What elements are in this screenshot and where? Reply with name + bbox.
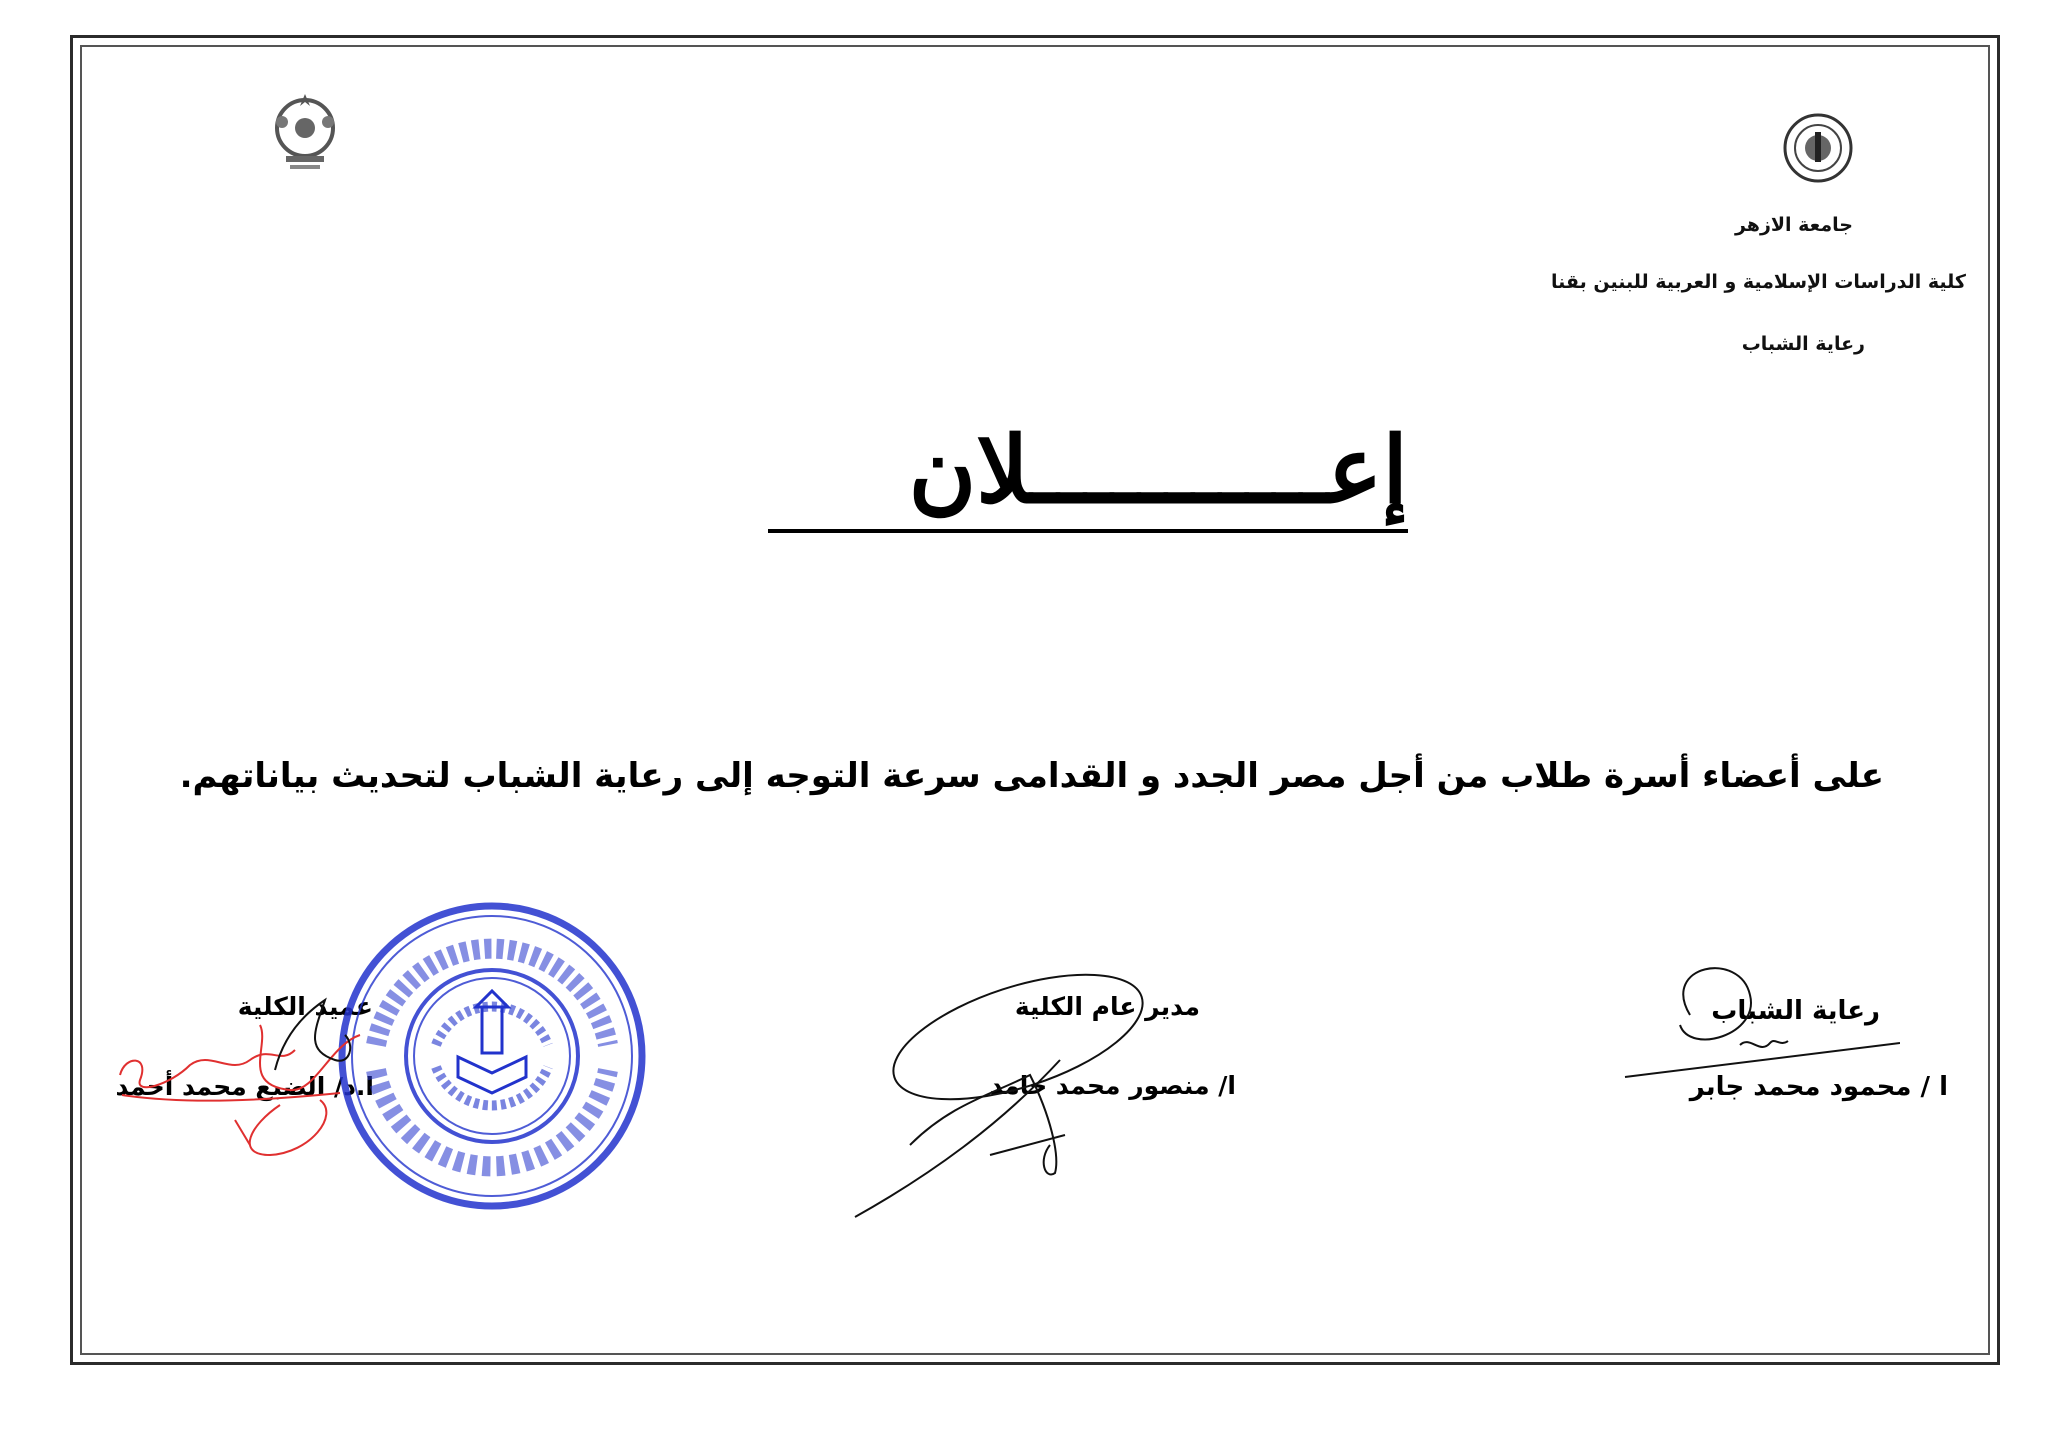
announcement-title-block <box>768 415 1408 535</box>
faculty-name: كلية الدراسات الإسلامية و العربية للبنين بقنا <box>1551 271 1966 293</box>
official-stamp <box>336 895 648 1217</box>
signature-role-general-manager: مدير عام الكلية <box>1014 992 1200 1021</box>
announcement-title: إعـــــــــــلان <box>908 416 1408 524</box>
signature-role-dean: عميد الكلية <box>237 992 373 1021</box>
al-azhar-logo <box>1782 112 1854 184</box>
announcement-body: على أعضاء أسرة طلاب من أجل مصر الجدد و القدامى سرعة التوجه إلى رعاية الشباب لتحديث بياناتهم. <box>179 756 1884 796</box>
handwritten-signature-general-manager <box>850 955 1200 1225</box>
department-name: رعاية الشباب <box>1741 333 1865 355</box>
title-underline <box>768 529 1408 533</box>
signature-name-general-manager: ا/ منصور محمد حامد <box>989 1071 1236 1100</box>
handwritten-signature-youth-welfare <box>1620 955 1900 1085</box>
youth-welfare-logo <box>262 88 348 174</box>
signature-name-youth-welfare: ا / محمود محمد جابر <box>1689 1072 1948 1102</box>
signature-name-dean: ا.د/ الضبع محمد أحمد <box>115 1072 374 1101</box>
handwritten-signature-dean <box>255 990 365 1085</box>
university-name: جامعة الازهر <box>1734 214 1853 236</box>
signature-role-youth-welfare: رعاية الشباب <box>1711 996 1880 1026</box>
